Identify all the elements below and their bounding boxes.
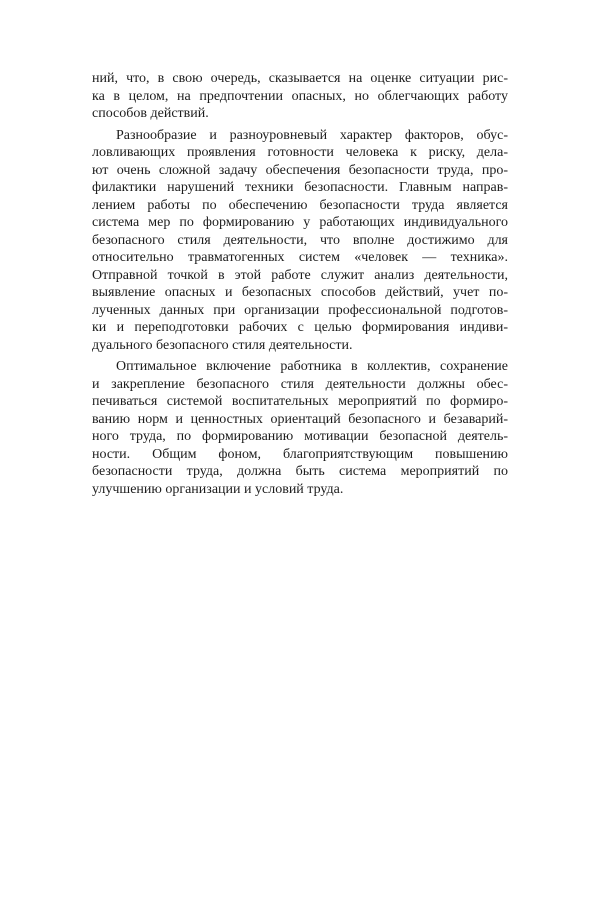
text-line: филактики нарушений техники безопасности. Главным направ-: [92, 180, 508, 195]
text-line: печиваться системой воспитательных мероприятий по формиро-: [92, 394, 508, 409]
text-line: ки и переподготовки рабочих с целью формирования индиви-: [92, 320, 508, 335]
text-line: безопасности труда, должна быть система мероприятий по: [92, 464, 508, 479]
text-line: ности. Общим фоном, благоприятствующим повышению: [92, 446, 508, 462]
text-line: ловливающих проявления готовности человека к риску, дела-: [92, 145, 508, 160]
text-line: выявление опасных и безопасных способов действий, учет по-: [92, 285, 508, 300]
text-line: безопасного стиля деятельности, что вполне достижимо для: [92, 232, 508, 248]
text-line: улучшению организации и условий труда.: [92, 481, 344, 497]
text-line: Оптимальное включение работника в коллектив, сохранение: [116, 359, 508, 374]
text-line: лением работы по обеспечению безопасности труда является: [92, 197, 508, 213]
text-line: и закрепление безопасного стиля деятельности должны обес-: [92, 376, 508, 392]
text-line: ванию норм и ценностных ориентаций безопасного и безаварий-: [92, 411, 508, 427]
paragraph-3: [92, 358, 508, 498]
text-line: Отправной точкой в этой работе служит анализ деятельности,: [92, 267, 508, 283]
text-line: ка в целом, на предпочтении опасных, но облегчающих работу: [92, 88, 508, 104]
body-text: [92, 70, 508, 502]
text-line: ного труда, по формированию мотивации безопасной деятель-: [92, 429, 508, 444]
text-line: Разнообразие и разноуровневый характер факторов, обус-: [116, 127, 508, 143]
text-line: система мер по формированию у работающих индивидуального: [92, 215, 508, 230]
text-line: ют очень сложной задачу обеспечения безопасности труда, про-: [92, 162, 508, 178]
paragraph-2: [92, 127, 508, 355]
text-line: лученных данных при организации профессиональной подготов-: [92, 302, 508, 318]
paragraph-1: [92, 70, 508, 123]
text-line: способов действий.: [92, 106, 209, 121]
text-line: дуального безопасного стиля деятельности.: [92, 337, 353, 353]
text-line: относительно травматогенных систем «человек — техника».: [92, 250, 508, 265]
text-line: ний, что, в свою очередь, сказывается на оценке ситуации рис-: [92, 71, 508, 86]
